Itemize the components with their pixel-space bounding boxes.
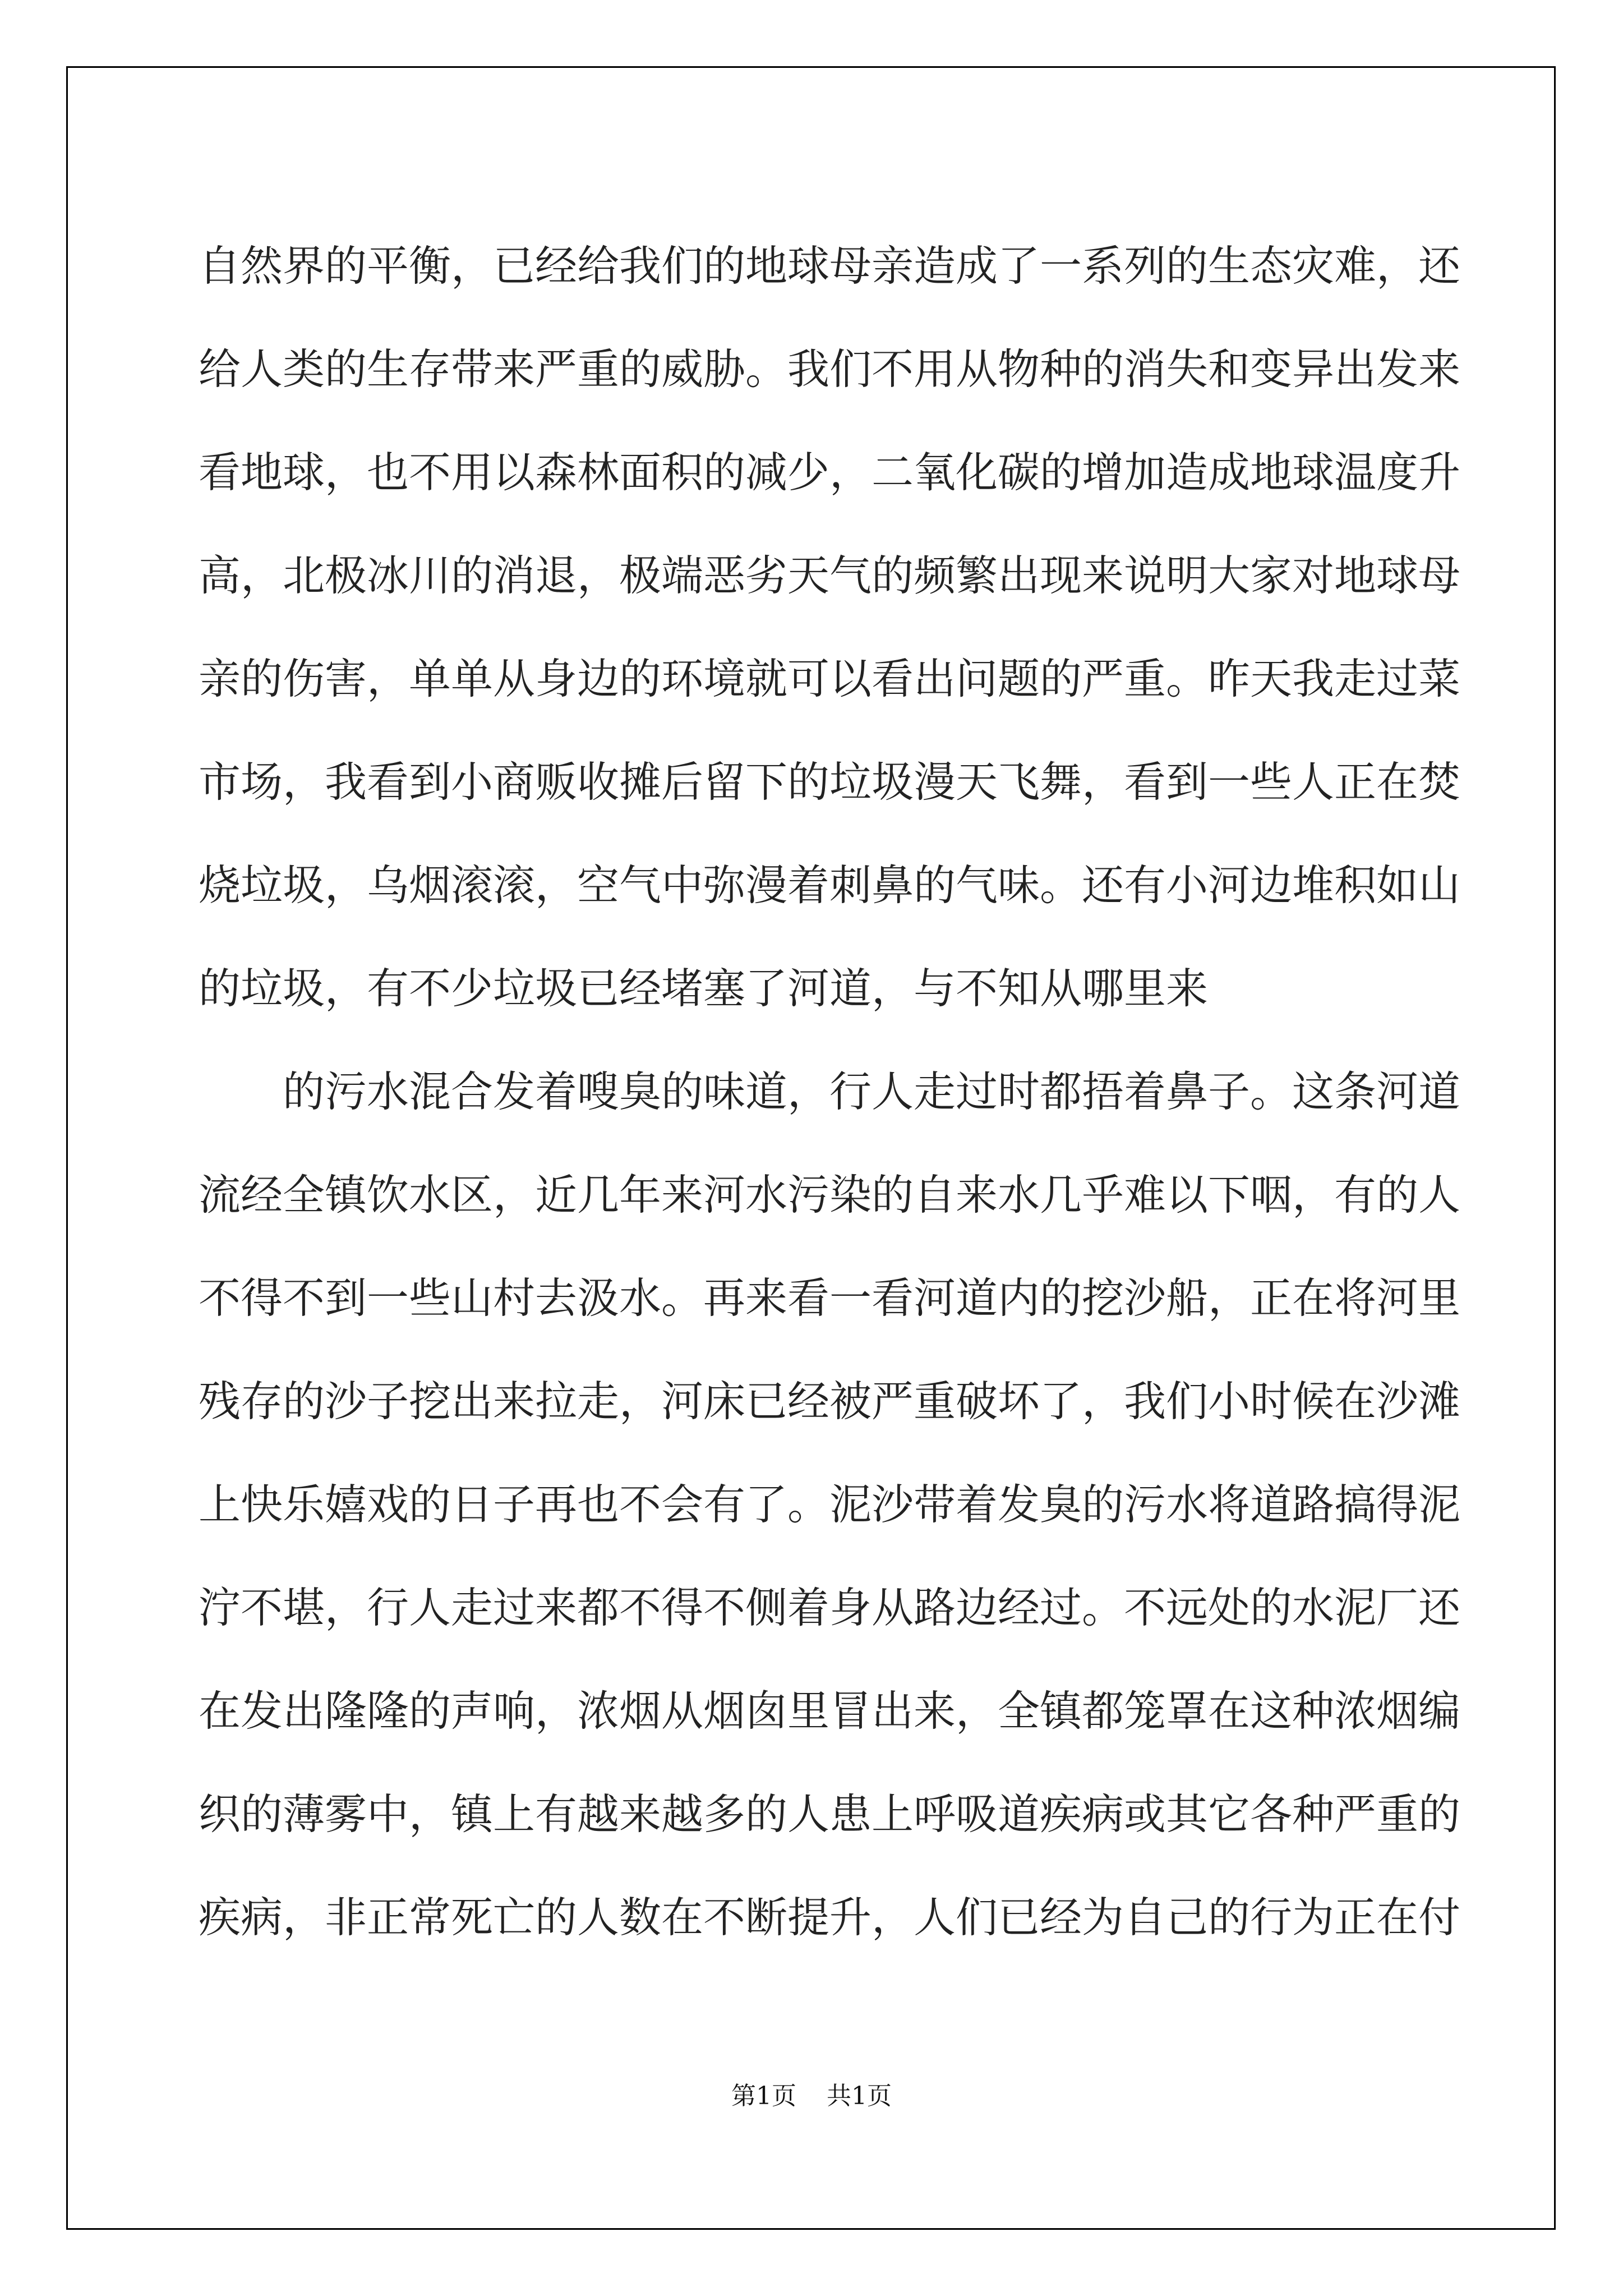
text-line: 不得不到一些山村去汲水。再来看一看河道内的挖沙船，正在将河里 [199, 1273, 1461, 1323]
page-footer [0, 2076, 1623, 2111]
text-line: 的污水混合发着嗖臭的味道，行人走过时都捂着鼻子。这条河道 [283, 1067, 1461, 1116]
text-line: 高，北极冰川的消退，极端恶劣天气的频繁出现来说明大家对地球母 [199, 551, 1461, 600]
text-line: 看地球，也不用以森林面积的减少，二氧化碳的增加造成地球温度升 [199, 448, 1461, 497]
text-line: 流经全镇饮水区，近几年来河水污染的自来水几乎难以下咽，有的人 [199, 1170, 1461, 1220]
text-line: 疾病，非正常死亡的人数在不断提升，人们已经为自己的行为正在付 [199, 1893, 1461, 1942]
text-line: 织的薄雾中，镇上有越来越多的人患上呼吸道疾病或其它各种严重的 [199, 1789, 1461, 1839]
text-line: 的垃圾，有不少垃圾已经堵塞了河道，与不知从哪里来 [199, 964, 1209, 1013]
text-line: 在发出隆隆的声响，浓烟从烟囱里冒出来，全镇都笼罩在这种浓烟编 [199, 1686, 1461, 1736]
text-line: 亲的伤害，单单从身边的环境就可以看出问题的严重。昨天我走过菜 [199, 654, 1461, 703]
text-line: 泞不堪，行人走过来都不得不侧着身从路边经过。不远处的水泥厂还 [199, 1583, 1461, 1632]
text-line: 烧垃圾，乌烟滚滚，空气中弥漫着刺鼻的气味。还有小河边堆积如山 [199, 861, 1461, 910]
text-line: 市场，我看到小商贩收摊后留下的垃圾漫天飞舞，看到一些人正在焚 [199, 757, 1461, 807]
text-line: 给人类的生存带来严重的威胁。我们不用从物种的消失和变异出发来 [199, 344, 1461, 394]
text-line: 上快乐嬉戏的日子再也不会有了。泥沙带着发臭的污水将道路搞得泥 [199, 1480, 1461, 1529]
text-line: 自然界的平衡，已经给我们的地球母亲造成了一系列的生态灾难，还 [199, 241, 1461, 291]
text-line: 残存的沙子挖出来拉走，河床已经被严重破坏了，我们小时候在沙滩 [199, 1377, 1461, 1426]
document-body [199, 214, 1461, 1969]
page-total: 共1页 [827, 2082, 892, 2110]
page-number: 第1页 [731, 2082, 796, 2110]
